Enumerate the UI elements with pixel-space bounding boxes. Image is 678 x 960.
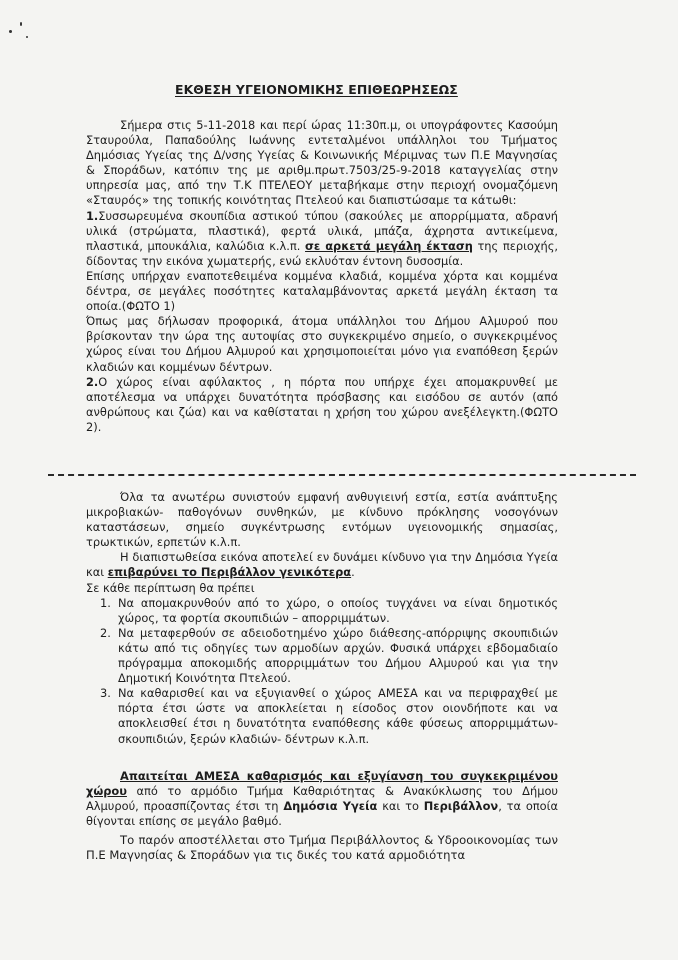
requirement-paragraph [86, 769, 558, 829]
requirement-text-c: , τα οποία θίγονται επίσης σε μεγάλο βαθμό. [86, 798, 558, 828]
measure-text: Να μεταφερθούν σε αδειοδοτημένο χώρο διάθεσης-απόρριψης σκουπιδιών κάτω από τις οδηγίες των αρμοδίων αρχών. Φυσικά υπάρχει εβδομαδιαίο πρόγραμμα αποκομιδής απορριμμάτων του Δήμου Αλμυρού και για την Δημοτική Κοινότητα Πτελεού. [118, 625, 558, 686]
scan-speck [20, 22, 22, 26]
measure-number: 2. [100, 625, 111, 640]
measure-text: Να καθαρισθεί και να εξυγιανθεί ο χώρος ΑΜΕΣΑ και να περιφραχθεί με πόρτα έτσι ώστε να αποκλείεται η είσοδος στον οιονδήποτε και να αποκλεισθεί έτσι η δυνατότητα εναπόθεσης κάθε φύσεως απορριμμάτων-σκουπιδιών, ξερών κλαδιών- δέντρων κ.λ.π. [118, 686, 558, 746]
scan-speck [26, 36, 28, 38]
branches-paragraph: Επίσης υπήρχαν εναποτεθειμένα κομμένα κλαδιά, κομμένα χόρτα και κομμένα δέντρα, σε μεγάλες ποσότητες καταλαμβάνοντας αρκετά μεγάλη έκταση τα οποία.(ΦΩΤΟ 1) [86, 268, 558, 314]
requirement-text-b: και το [377, 798, 424, 813]
scan-speck [9, 30, 12, 33]
intro-paragraph: Σήμερα στις 5-11-2018 και περί ώρας 11:30π.μ, οι υπογράφοντες Κασούμη Σταυρούλα, Παπαδούλης Ιωάννης εντεταλμένοι υπάλληλοι του Τμήματος Δημόσιας Υγείας της Δ/νσης Υγείας & Κοινωνικής Μέριμνας των Π.Ε Μαγνησίας & Σποράδων, κατόπιν της με αριθμ.πρωτ.7503/25-9-2018 καταγγελίας στην υπηρεσία μας, από την Τ.Κ ΠΤΕΛΕΟΥ μεταβήκαμε στην περιοχή ονομαζόμενη «Σταυρός» της τοπικής κοινότητας Πτελεού και διαπιστώσαμε τα κάτωθι: [86, 118, 558, 208]
danger-emphasis: επιβαρύνει το Περιβάλλον γενικότερα [107, 565, 352, 580]
finding-1-emphasis: σε αρκετά μεγάλη έκταση [305, 238, 473, 253]
requirement-text-a: από το αρμόδιο Τμήμα Καθαριότητας & Ανακύκλωσης του Δήμου Αλμυρού, προασπίζοντας έτσι τη [86, 783, 558, 813]
danger-text-a: Η διαπιστωθείσα εικόνα αποτελεί εν δυνάμει κίνδυνο για την Δημόσια Υγεία και [86, 550, 558, 580]
closing-paragraph: Το παρόν αποστέλλεται στο Τμήμα Περιβάλλοντος & Υδροοικονομίας των Π.Ε Μαγνησίας & Σποράδων για τις δικές του κατά αρμοδιότητα [86, 832, 558, 863]
finding-1-text-a: Συσσωρευμένα σκουπίδια αστικού τύπου (σακούλες με απορρίμματα, αδρανή υλικά (στρώματα, πλαστικά), φερτά υλικά, μπάζα, άχρηστα αντικείμενα, πλαστικά, μπουκάλια, καλώδια κ.λ.π. [86, 208, 558, 253]
finding-2-number: 2. [86, 374, 99, 389]
measure-item [86, 686, 558, 746]
requirement-emphasis: Απαιτείται ΑΜΕΣΑ καθαρισμός και εξυγίανση του συγκεκριμένου χώρου [86, 768, 558, 798]
report-title: ΕΚΘΕΣΗ ΥΓΕΙΟΝΟΜΙΚΗΣ ΕΠΙΘΕΩΡΗΣΕΩΣ [175, 82, 458, 97]
measure-text: Να απομακρυνθούν από το χώρο, ο οποίος τυγχάνει να είναι δημοτικός χώρος, τα φορτία σκουπιδιών – απορριμμάτων. [118, 595, 558, 625]
measure-number: 3. [100, 686, 111, 701]
finding-1 [86, 209, 558, 269]
report-body-bottom [86, 490, 558, 863]
finding-1-number: 1. [86, 208, 99, 223]
danger-paragraph [86, 550, 558, 580]
danger-text-b: . [351, 565, 355, 580]
measures-intro: Σε κάθε περίπτωση θα πρέπει [86, 580, 255, 595]
finding-2-text: Ο χώρος είναι αφύλακτος , η πόρτα που υπήρχε έχει απομακρυνθεί με αποτέλεσμα να υπάρχει δυνατότητα πρόσβασης και εισόδου σε αυτόν (από ανθρώπους και ζώα) και να καθίσταται η χρήση του χώρου ανεξέλεγκτη.(ΦΩΤΟ 2). [86, 374, 558, 434]
hazards-paragraph: Όλα τα ανωτέρω συνιστούν εμφανή ανθυγιεινή εστία, εστία ανάπτυξης μικροβιακών- παθογόνων συνθηκών, με κίνδυνο πρόκλησης νοσογόνων καταστάσεων, σημείο συγκέντρωσης εντόμων υγειονομικής σημασίας, τρωκτικών, ερπετών κ.λ.π. [86, 490, 558, 550]
requirement-environment: Περιβάλλον [423, 798, 499, 813]
page-divider [48, 474, 636, 476]
measure-item [86, 596, 558, 626]
finding-1-text-b: της περιοχής, δίδοντας την εικόνα χωματερής, ενώ εκλυόταν έντονη δυσοσμία. [86, 238, 559, 268]
employees-paragraph: Όπως μας δήλωσαν προφορικά, άτομα υπάλληλοι του Δήμου Αλμυρού που βρίσκονταν την ώρα της αυτοψίας στο συγκεκριμένο σημείο, ο συγκεκριμένος χώρος είναι του Δήμου Αλμυρού και χρησιμοποιείται μόνο για εναπόθεση ξερών κλαδιών και κομμένων δέντρων. [86, 314, 558, 374]
finding-2 [86, 375, 558, 435]
measures-list [86, 596, 558, 747]
measure-item [86, 626, 558, 686]
requirement-health: Δημόσια Υγεία [283, 798, 378, 813]
report-body-top [86, 118, 558, 435]
measure-number: 1. [100, 595, 111, 610]
